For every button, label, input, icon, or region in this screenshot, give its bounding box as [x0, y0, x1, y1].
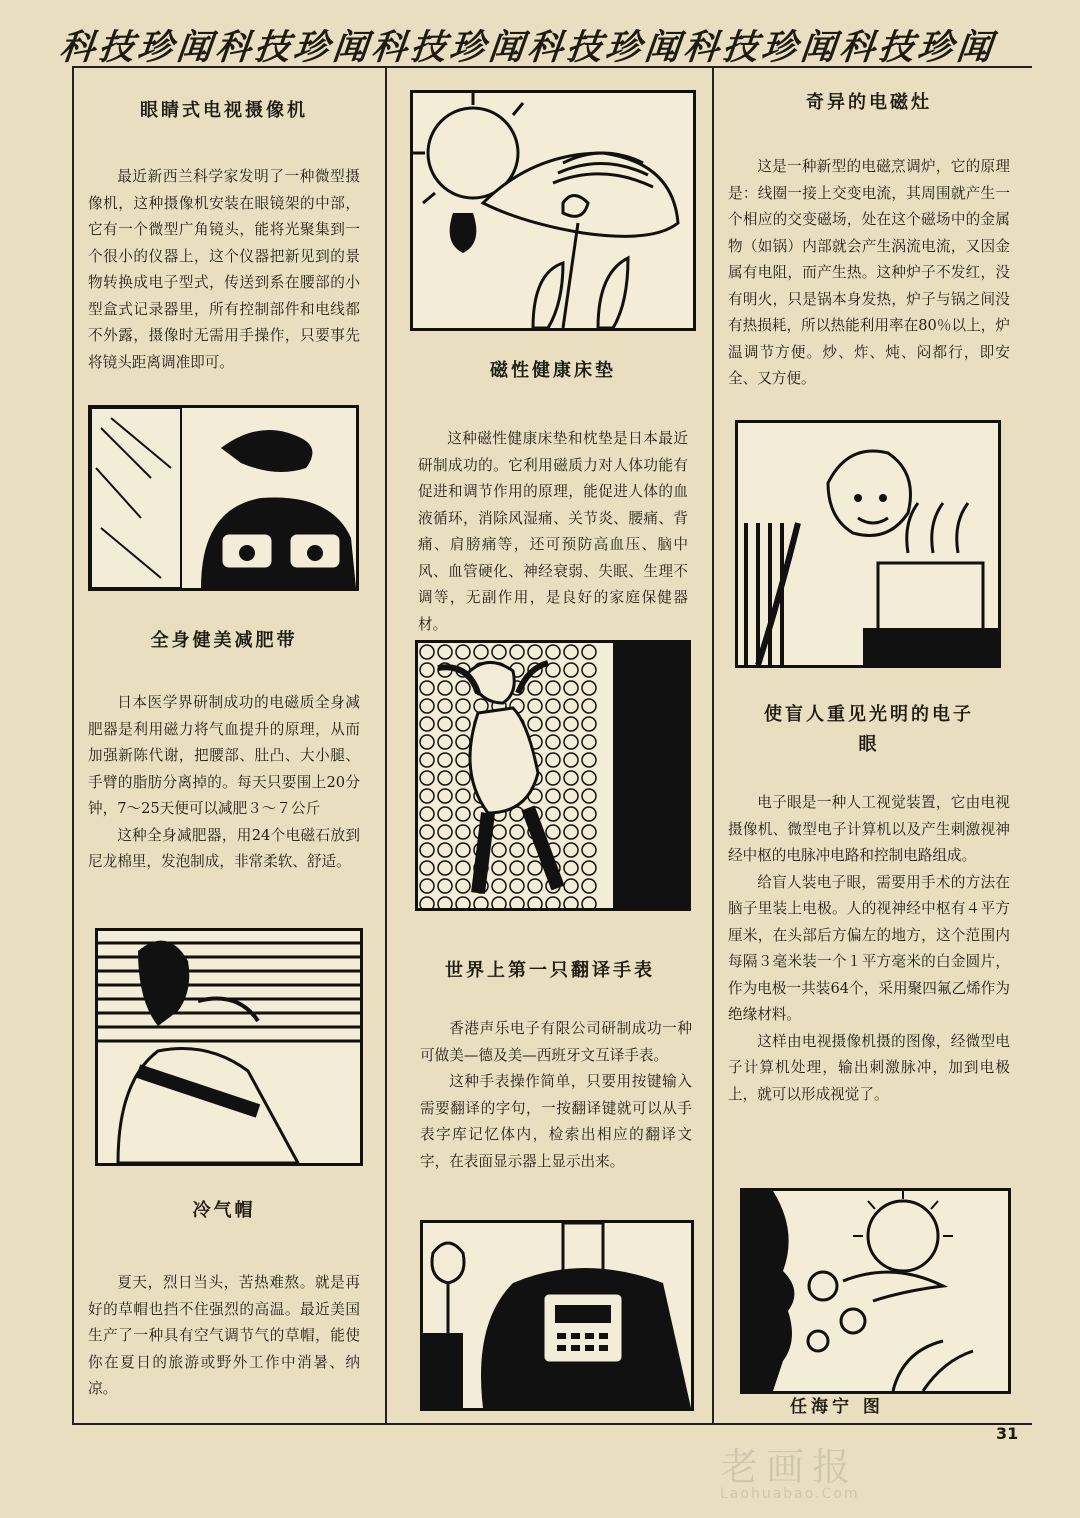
- article-paragraph: 这是一种新型的电磁烹调炉，它的原理是：线圈一接上交变电流，其周围就产生一个相应的交变磁场，处在这个磁场中的金属物（如锅）内部就会产生涡流电流，又因金属有电阻，而产生热。这种炉子不发红，没有明火，只是锅本身发热，炉子与锅之间没有热损耗，所以热能利用率在80％以上，炉温调节方便。炒、炸、炖、闷都行，即安全、又方便。: [728, 158, 1010, 387]
- article-title: 冷气帽: [192, 1200, 256, 1221]
- page-number: 31: [996, 1424, 1019, 1443]
- column-divider: [385, 68, 387, 1423]
- article-title: 眼睛式电视摄像机: [140, 100, 308, 121]
- article-eye: [728, 700, 1010, 1108]
- article-paragraph: 给盲人装电子眼，需要用手术的方法在脑子里装上电极。人的视神经中枢有４平方厘米，在头部后方偏左的地方，这个范围内每隔３毫米装一个１平方毫米的白金圆片，作为电极一共装64个，采用聚四氟乙烯作为绝缘材料。: [728, 873, 1010, 1023]
- column-divider: [712, 68, 714, 1423]
- article-paragraph: 香港声乐电子有限公司研制成功一种可做美—德及美—西班牙文互译手表。: [420, 1020, 692, 1064]
- article-paragraph: 最近新西兰科学家发明了一种微型摄像机，这种摄像机安装在眼镜架的中部，它有一个微型广角镜头，能将光聚集到一个很小的仪器上，这个仪器把新见到的景物转换成电子型式，传送到系在腰部的小型盒式记录器里，所有控制部件和电线都不外露，摄像时无需用手操作，只要事先将镜头距离调准即可。: [88, 168, 360, 371]
- article-mattress: [418, 356, 688, 638]
- article-paragraph: 电子眼是一种人工视觉装置，它由电视摄像机、微型电子计算机以及产生刺激视神经中枢的电脉冲电路和控制电路组成。: [728, 794, 1010, 864]
- camera-glasses-illustration: [88, 405, 359, 591]
- mattress-illustration: [415, 640, 691, 911]
- watermark-logo: 老画报: [720, 1445, 859, 1489]
- cooling-hat-illustration: [95, 928, 363, 1166]
- article-belt: [88, 626, 360, 876]
- article-paragraph: 日本医学界研制成功的电磁质全身减肥器是利用磁力将气血提升的原理，从而加强新陈代谢，把腰部、肚凸、大小腿、手臂的脂肪分离掉的。每天只要围上20分钟，7～25天便可以减肥３～７公斤: [88, 694, 360, 817]
- article-watch: [400, 956, 700, 1175]
- article-stove: [728, 88, 1010, 393]
- article-title: 全身健美减肥带: [150, 630, 298, 651]
- sun-hat-flower-illustration: [410, 90, 696, 331]
- article-paragraph: 这种磁性健康床垫和枕垫是日本最近研制成功的。它利用磁质力对人体功能有促进和调节作用的原理，能促进人体的血液循环，消除风湿痛、关节炎、腰痛、背痛、肩膀痛等，还可预防高血压、脑中风、血管硬化、神经衰弱、失眠、生理不调等，无副作用，是良好的家庭保健器材。: [418, 430, 688, 633]
- article-title: 使盲人重见光明的电子眼: [764, 704, 974, 755]
- watermark-url: Laohuabao.Com: [720, 1486, 860, 1502]
- article-camera: [88, 96, 360, 376]
- translation-watch-illustration: [420, 1220, 694, 1411]
- article-paragraph: 这样由电视摄像机摄的图像，经微型电子计算机处理，输出刺激脉冲，加到电极上，就可以形成视觉了。: [728, 1032, 1010, 1103]
- illustrator-credit: 任海宁 图: [790, 1397, 884, 1417]
- article-hat: [88, 1196, 360, 1403]
- article-title: 世界上第一只翻译手表: [445, 960, 655, 981]
- page-banner: 科技珍闻科技珍闻科技珍闻科技珍闻科技珍闻科技珍闻: [57, 28, 998, 68]
- article-paragraph: 这种手表操作简单，只要用按键输入需要翻译的字句，一按翻译键就可以从手表字库记忆体内，检索出相应的翻译文字，在表面显示器上显示出来。: [420, 1073, 692, 1170]
- sun-flower-profile-illustration: [740, 1188, 1011, 1394]
- article-title: 磁性健康床垫: [490, 360, 616, 381]
- article-paragraph: 这种全身减肥器，用24个电磁石放到尼龙棉里，发泡制成，非常柔软、舒适。: [88, 826, 360, 870]
- article-paragraph: 夏天，烈日当头，苦热难熬。就是再好的草帽也挡不住强烈的高温。最近美国生产了一种具有空气调节气的草帽，能使你在夏日的旅游或野外工作中消暑、纳凉。: [88, 1274, 360, 1397]
- induction-stove-illustration: [735, 420, 1001, 668]
- article-title: 奇异的电磁灶: [806, 92, 932, 113]
